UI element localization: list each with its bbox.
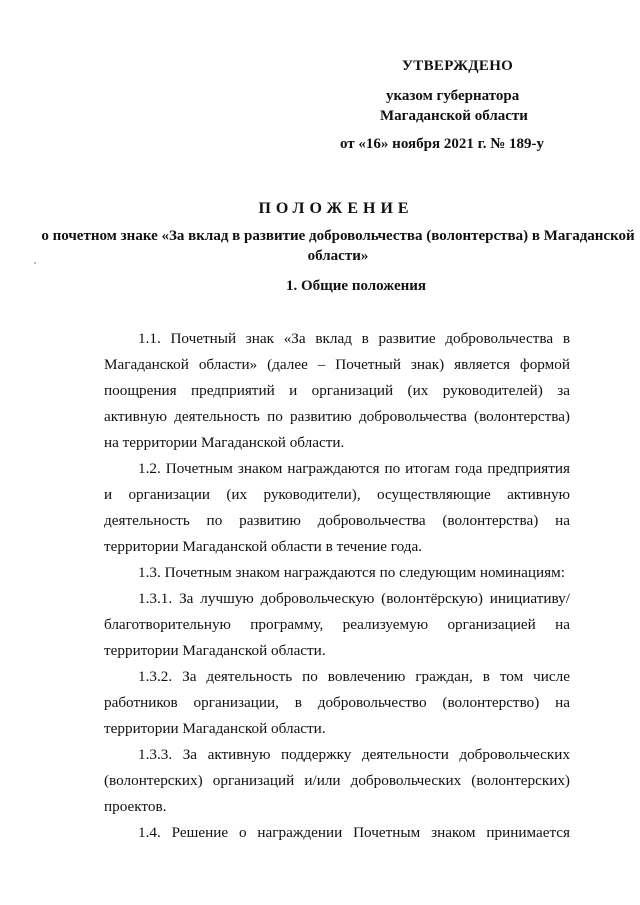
section-heading: 1. Общие положения [285,278,427,294]
approval-issuer-line: указом губернатора [386,88,520,104]
approval-title: УТВЕРЖДЕНО [402,58,514,74]
paragraph-1-3-3: 1.3.3. За активную поддержку деятельности добровольческих (волонтерских) организаций и/или добровольческих (волонтерских) проектов. [104,746,570,816]
document-subtitle: о почетном знаке «За вклад в развитие добровольчества (волонтерства) в Магаданской области» [41,228,635,264]
paragraph-1-3-1: 1.3.1. За лучшую добровольческую (волонтёрскую) инициативу/благотворительную программу, реализуемую организацией на территории Магаданской области. [104,590,570,660]
paragraph-1-1: 1.1. Почетный знак «За вклад в развитие добровольчества в Магаданской области» (далее – Почетный знак) является формой поощрения предприятий и организаций (их руководителей) за активную деятельность по развитию добровольчества (волонтерства) на территории Магаданской области. [104,330,570,452]
approval-region-line: Магаданской области [380,108,528,124]
document-title: ПОЛОЖЕНИЕ [258,200,414,217]
paragraph-1-3: 1.3. Почетным знаком награждаются по следующим номинациям: [138,564,565,582]
approval-date-line: от «16» ноября 2021 г. № 189-у [340,136,545,152]
paragraph-1-3-2: 1.3.2. За деятельность по вовлечению граждан, в том числе работников организации, в добровольчество (волонтерство) на территории Магаданской области. [104,668,570,738]
paragraph-1-4: 1.4. Решение о награждении Почетным знаком принимается [138,824,570,842]
paragraph-1-2: 1.2. Почетным знаком награждаются по итогам года предприятия и организации (их руководители), осуществляющие активную деятельность по развитию добровольчества (волонтерства) на территории Магаданской области в течение года. [104,460,570,556]
